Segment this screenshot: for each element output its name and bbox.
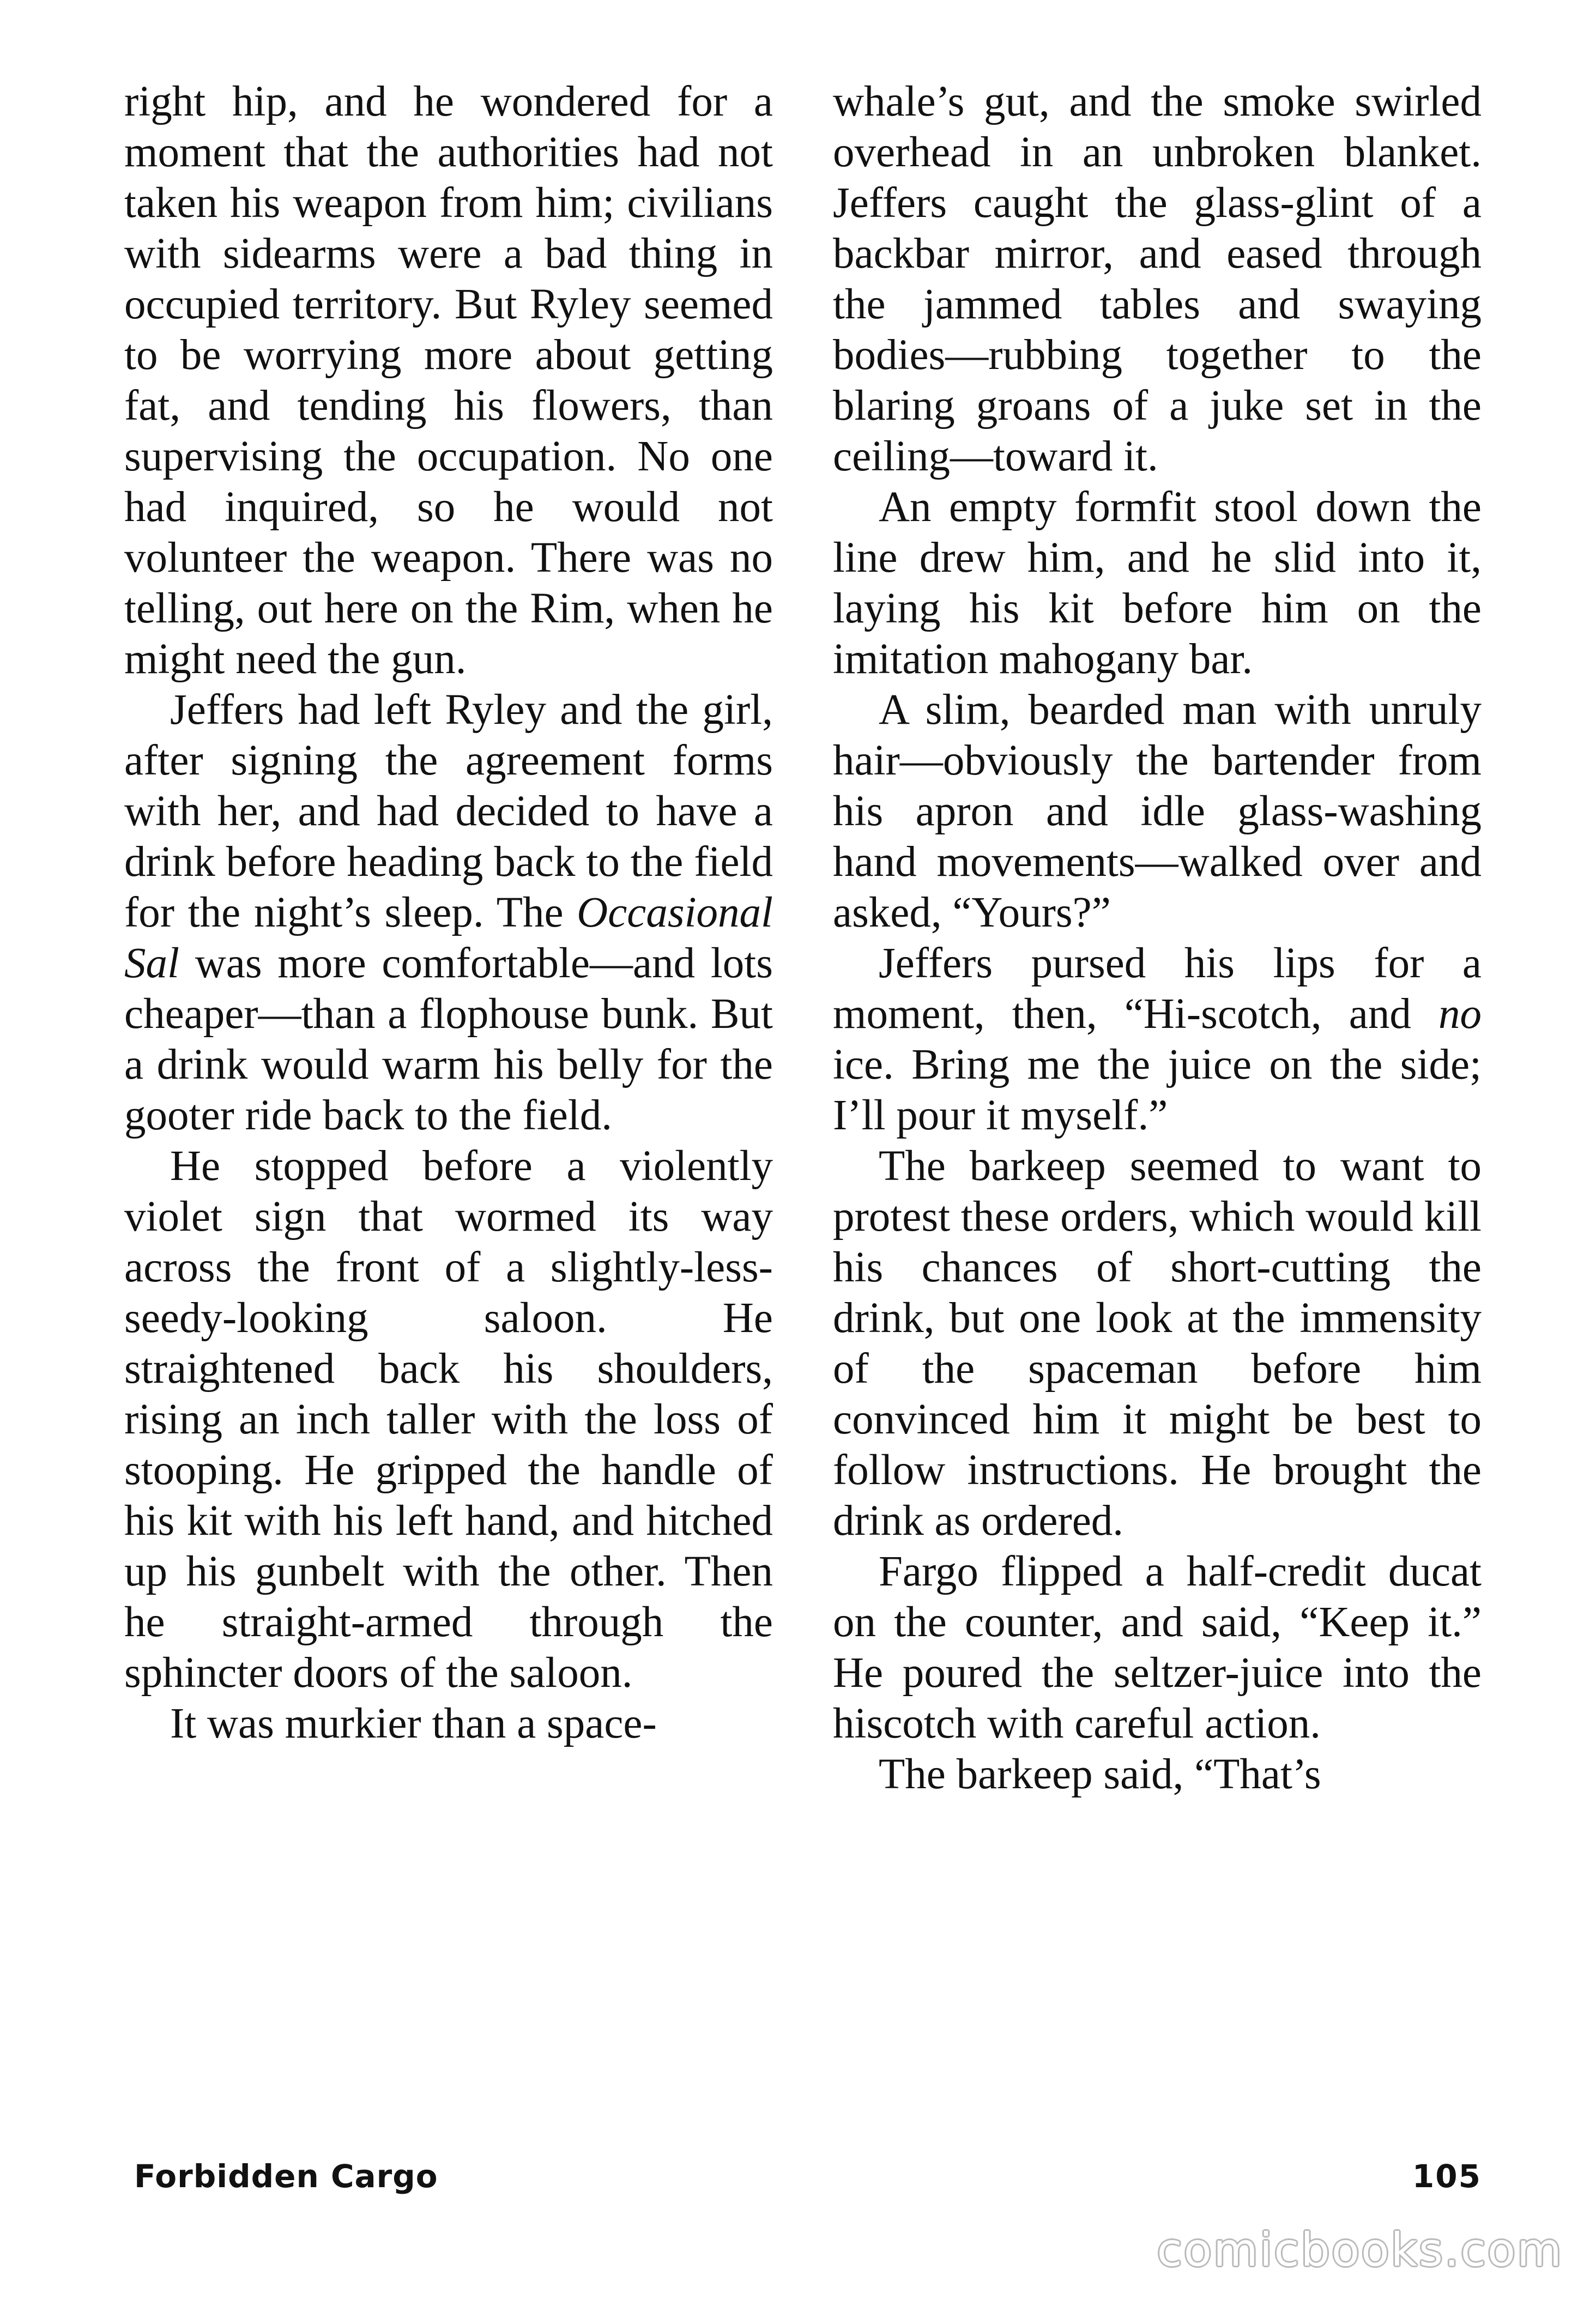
paragraph (124, 76, 773, 685)
text-run: ice. Bring me the juice on the side; I’ll pour it myself.” (833, 1041, 1482, 1139)
text-run: The barkeep seemed to want to protest these orders, which would kill his chances of short-cutting the drink, but one look at the immensity of the spaceman before him convinced him it might be best to follow instructions. He brought the drink as ordered. (833, 1142, 1482, 1545)
paragraph (833, 1749, 1482, 1800)
text-run: right hip, and he wondered for a moment that the authorities had not taken his weapon from him; civilians with sidearms were a bad thing in occupied territory. But Ryley seemed to be worrying more about getting fat, and tending his flowers, than supervising the occupation. No one had inquired, so he would not volunteer the weapon. There was no telling, out here on the Rim, when he might need the gun. (124, 78, 773, 683)
text-run: was more comfortable—and lots cheaper—than a flophouse bunk. But a drink would warm his belly for the gooter ride back to the field. (124, 940, 773, 1139)
text-run: The barkeep said, “That’s (879, 1751, 1321, 1798)
text-run: It was murkier than a space- (170, 1700, 657, 1747)
paragraph (833, 685, 1482, 938)
paragraph (124, 1698, 773, 1749)
text-run: Fargo flipped a half-credit ducat on the counter, and said, “Keep it.” He poured the seltzer-juice into the hiscotch with careful action. (833, 1548, 1482, 1747)
site-watermark: comicbooks.com (1157, 2223, 1563, 2277)
paragraph (833, 938, 1482, 1141)
paragraph (124, 1141, 773, 1698)
paragraph (833, 1141, 1482, 1546)
text-run: Jeffers pursed his lips for a moment, then, “Hi-scotch, and (833, 940, 1482, 1038)
right-text-column (833, 76, 1482, 2142)
paragraph (833, 482, 1482, 685)
emphasis-italic: no (1438, 990, 1482, 1038)
page-number: 105 (1412, 2158, 1482, 2195)
text-run: He stopped before a violently violet sign that wormed its way across the front of a slightly-less-seedy-looking saloon. He straightened back his shoulders, rising an inch taller with the loss of stooping. He gripped the handle of his kit with his left hand, and hitched up his gunbelt with the other. Then he straight-armed through the sphincter doors of the saloon. (124, 1142, 773, 1697)
paragraph (833, 76, 1482, 482)
text-run: An empty formfit stool down the line drew him, and he slid into it, laying his kit before him on the imitation mahogany bar. (833, 483, 1482, 683)
ship-name-italic: Occasional Sal (124, 889, 773, 987)
text-run: Jeffers had left Ryley and the girl, after signing the agreement forms with her, and had decided to have a drink before heading back to the field for the night’s sleep. The (124, 686, 773, 936)
text-run: whale’s gut, and the smoke swirled overhead in an unbroken blanket. Jeffers caught the glass-glint of a backbar mirror, and eased through the jammed tables and swaying bodies—rubbing together to the blaring groans of a juke set in the ceiling—toward it. (833, 78, 1482, 480)
text-run: A slim, bearded man with unruly hair—obviously the bartender from his apron and idle glass-washing hand movements—walked over and asked, “Yours?” (833, 686, 1482, 936)
paragraph (833, 1546, 1482, 1749)
left-text-column (124, 76, 773, 2142)
page-footer (124, 2152, 1482, 2201)
running-title: Forbidden Cargo (134, 2158, 438, 2195)
paragraph (124, 685, 773, 1141)
